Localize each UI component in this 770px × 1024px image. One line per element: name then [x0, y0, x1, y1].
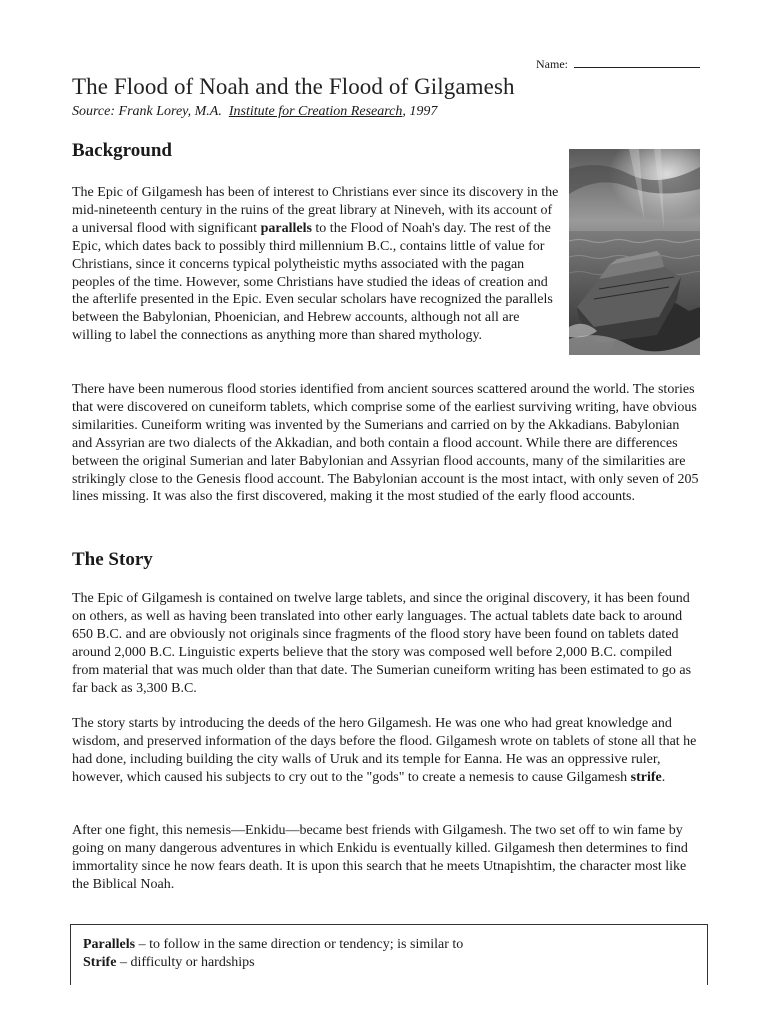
noahs-ark-illustration [569, 149, 700, 355]
glossary-term: Parallels [83, 937, 136, 952]
glossary-entry-strife [83, 955, 255, 971]
glossary-term: Strife [83, 955, 117, 970]
p1-text-a: The Epic of Gilgamesh has been of interest to Christians ever since its discovery in the mid-nineteenth century in the ruins of the great library at Nineveh, with its account of a universal flood with significant [72, 185, 559, 236]
story-paragraph-3: After one fight, this nemesis—Enkidu—became best friends with Gilgamesh. The two set off to win fame by going on many dangerous adventures in which Enkidu is eventually killed. Gilgamesh then determines to find immortality since he now fears death. It is upon this search that he meets Utnapishtim, the character most like the Biblical Noah. [72, 823, 688, 892]
p1-term-parallels: parallels [260, 220, 312, 236]
vocabulary-box [70, 924, 708, 985]
glossary-definition: – to follow in the same direction or tendency; is similar to [135, 937, 464, 952]
glossary-entry-parallels [83, 937, 463, 953]
name-label: Name: [536, 57, 568, 71]
name-blank[interactable] [574, 56, 700, 68]
source-year: , 1997 [402, 104, 438, 119]
story-paragraph-1: The Epic of Gilgamesh is contained on twelve large tablets, and since the original discovery, it has been found on others, as well as having been translated into other early languages. The actual tablets date back to around 650 B.C. and are obviously not originals since fragments of the flood story have been found on tablets dated around 2,000 B.C. Linguistic experts believe that the story was composed well before 2,000 B.C. compiled from material that was much older than that date. The Sumerian cuneiform writing has been estimated to go as far back as 3,300 B.C. [72, 591, 692, 696]
name-field[interactable] [536, 56, 700, 72]
p1-text-b: to the Flood of Noah's day. The rest of the Epic, which dates back to possibly third millennium B.C., contains little of value for Christians, since it concerns typical polytheistic myths associated with the pagan peoples of the time. However, some Christians have studied the ideas of creation and the afterlife presented in the Epic. Even secular scholars have recognized the parallels between the Babylonian, Phoenician, and Hebrew accounts, although not all are willing to label the connections as anything more than shared mythology. [72, 220, 553, 344]
p4-text-b: . [661, 769, 666, 785]
glossary-definition: – difficulty or hardships [116, 955, 255, 970]
source-link[interactable]: Institute for Creation Research [228, 104, 403, 119]
background-paragraph-1 [72, 184, 560, 345]
source-citation [72, 104, 437, 120]
p4-term-strife: strife [630, 769, 662, 785]
p4-text-a: The story starts by introducing the deeds of the hero Gilgamesh. He was one who had great knowledge and wisdom, and preserved information of the days before the flood. Gilgamesh wrote on tablets of stone all that he had done, including building the city walls of Uruk and its temple for Eanna. He was an oppressive ruler, however, which caused his subjects to cry out to the "gods" to create a nemesis to cause Gilgamesh [72, 716, 697, 785]
story-paragraph-2 [72, 715, 702, 787]
source-author: Source: Frank Lorey, M.A. [72, 104, 222, 119]
page-title: The Flood of Noah and the Flood of Gilgamesh [72, 74, 515, 99]
background-paragraph-2: There have been numerous flood stories identified from ancient sources scattered around the world. The stories that were discovered on cuneiform tablets, which comprise some of the earliest surviving writing, have obvious similarities. Cuneiform writing was invented by the Sumerians and carried on by the Akkadians. Babylonian and Assyrian are two dialects of the Akkadian, and both contain a flood account. While there are differences between the original Sumerian and later Babylonian and Assyrian flood accounts, many of the similarities are strikingly close to the Genesis flood account. The Babylonian account is the most intact, with only seven of 205 lines missing. It was also the first discovered, making it the most studied of the early flood accounts. [72, 382, 699, 505]
background-heading: Background [72, 140, 172, 161]
story-heading: The Story [72, 549, 153, 570]
